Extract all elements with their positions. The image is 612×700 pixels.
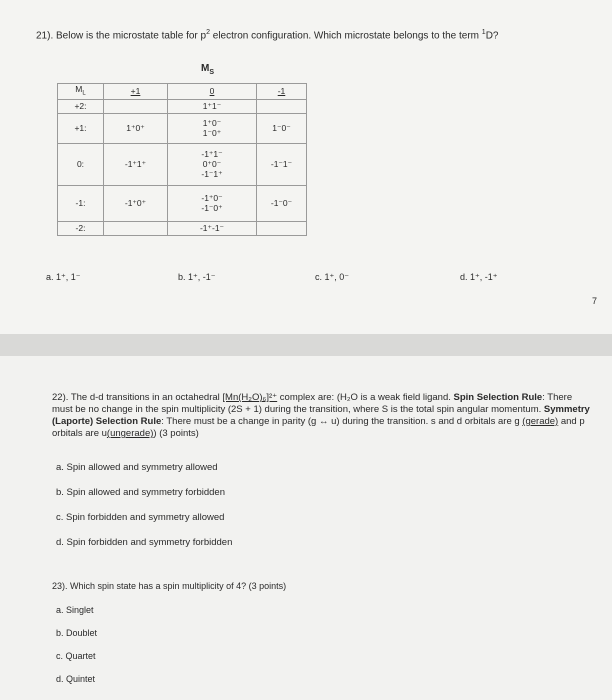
microstate: -1⁻0⁻ xyxy=(270,198,293,209)
q22-choice-c[interactable]: c. Spin forbidden and symmetry allowed xyxy=(56,512,225,523)
microstate: 1⁻0⁻ xyxy=(272,123,291,134)
microstate: -1⁺-1⁻ xyxy=(199,223,225,234)
header-ms-plus1: +1 xyxy=(104,84,168,100)
microstate: 1⁺0⁻ xyxy=(202,118,222,129)
cell xyxy=(257,113,307,143)
q23-choice-b[interactable]: b. Doublet xyxy=(56,628,98,638)
ml-cell: +1: xyxy=(58,113,104,143)
q23-choice-d[interactable]: d. Quintet xyxy=(56,674,96,684)
table-row xyxy=(58,221,307,235)
cell xyxy=(257,143,307,185)
cell xyxy=(168,99,257,113)
q23-choice-c[interactable]: c. Quartet xyxy=(56,651,96,661)
header-ms-minus1: -1 xyxy=(257,84,307,100)
table-row xyxy=(58,99,307,113)
ms-axis-label: $M_S$ xyxy=(201,63,215,76)
cell xyxy=(104,185,168,221)
microstate: -1⁺0⁻ xyxy=(201,193,223,204)
cell xyxy=(104,143,168,185)
microstate: 0⁺0⁻ xyxy=(202,159,222,170)
ml-cell: -1: xyxy=(58,185,104,221)
cell xyxy=(168,221,257,235)
q21-option-a[interactable]: a. 1⁺, 1⁻ xyxy=(46,272,81,282)
ml-cell: 0: xyxy=(58,143,104,185)
table-row xyxy=(58,113,307,143)
q22-choice-d[interactable]: d. Spin forbidden and symmetry forbidden xyxy=(56,537,233,548)
microstate: -1⁻1⁺ xyxy=(201,169,223,180)
table-row xyxy=(58,143,307,185)
cell xyxy=(104,113,168,143)
microstate: 1⁺0⁺ xyxy=(126,123,145,134)
cell xyxy=(104,99,168,113)
q21-option-c[interactable]: c. 1⁺, 0⁻ xyxy=(315,272,350,282)
cell xyxy=(104,221,168,235)
cell xyxy=(257,99,307,113)
microstate: -1⁻0⁺ xyxy=(201,203,223,214)
ml-cell: -2: xyxy=(58,221,104,235)
header-ms-0: 0 xyxy=(168,84,257,100)
cell xyxy=(257,221,307,235)
cell xyxy=(168,185,257,221)
q21-option-b[interactable]: b. 1⁺, -1⁻ xyxy=(178,272,216,282)
q23-choice-a[interactable]: a. Singlet xyxy=(56,605,94,615)
cell xyxy=(168,113,257,143)
microstate: -1⁻1⁻ xyxy=(270,159,293,170)
q22-choice-b[interactable]: b. Spin allowed and symmetry forbidden xyxy=(56,487,225,498)
question-23-text: 23). Which spin state has a spin multiplicity of 4? (3 points) xyxy=(52,581,287,591)
microstate-table xyxy=(57,83,307,236)
microstate: -1⁺1⁻ xyxy=(201,149,223,160)
q21-option-d[interactable]: d. 1⁺, -1⁺ xyxy=(460,272,498,282)
microstate: 1⁺1⁻ xyxy=(202,101,222,112)
question-21-text: 21). Below is the microstate table for $p^2$ electron configuration. Which microstate belongs to the term $^1$D? xyxy=(36,29,499,42)
table-row xyxy=(58,185,307,221)
header-ml: $M_L$ xyxy=(58,84,104,100)
ml-cell: +2: xyxy=(58,99,104,113)
page-divider xyxy=(0,334,612,356)
page-number: 7 xyxy=(592,296,598,306)
q22-choice-a[interactable]: a. Spin allowed and symmetry allowed xyxy=(56,462,218,473)
microstate: -1⁺0⁺ xyxy=(124,198,147,209)
table-header-row xyxy=(58,84,307,100)
cell xyxy=(168,143,257,185)
microstate: 1⁻0⁺ xyxy=(202,128,222,139)
question-22-text: 22). The d-d transitions in an octahedral [Mn(H₂O)₆]²⁺ complex are: (H₂O is a weak field ligand. Spin Selection Rule: There must be no change in the spin multiplicity (2S + 1) during the transition, where S is the total spin angular momentum. Symmetry (Laporte) Selection Rule: There must be a change in parity (g ↔ u) during the transition. s and d orbitals are g (gerade) and p orbitals are u(ungerade)) (3 points) xyxy=(52,392,590,439)
cell xyxy=(257,185,307,221)
microstate: -1⁺1⁺ xyxy=(124,159,147,170)
